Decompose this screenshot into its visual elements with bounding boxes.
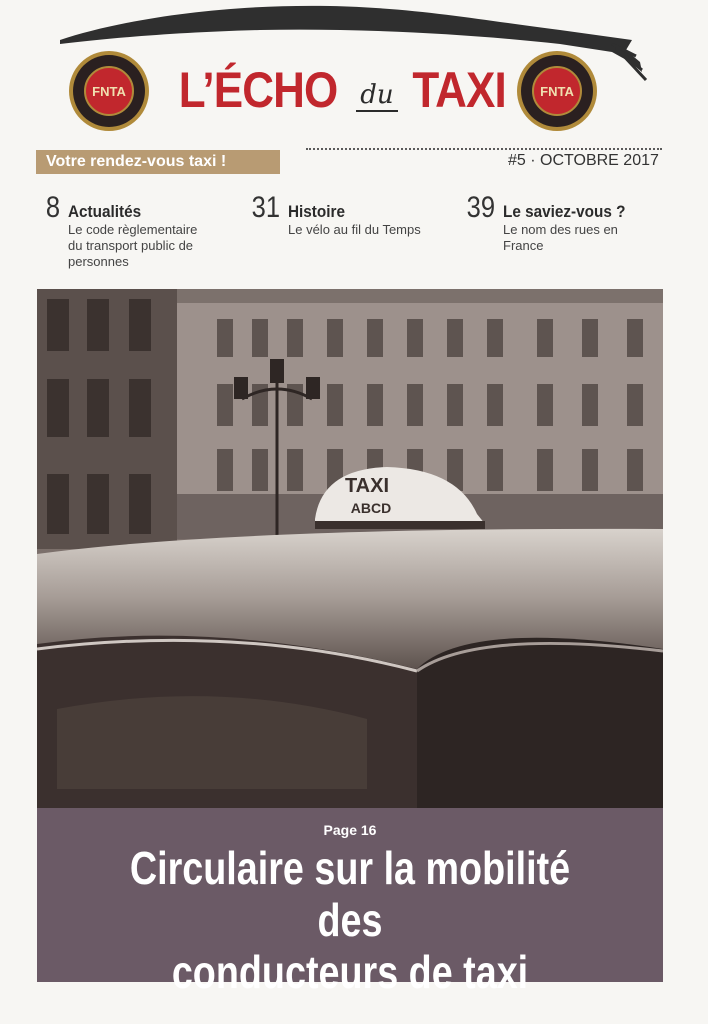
cover-photo <box>37 289 663 809</box>
toc-page-number: 31 <box>251 191 280 224</box>
toc-item-actualites[interactable] <box>30 192 197 270</box>
toc-title: Le saviez-vous ? <box>503 202 626 221</box>
toc-item-le-saviez-vous[interactable] <box>455 192 639 254</box>
masthead <box>0 0 708 140</box>
toc-desc-line: France <box>503 238 544 253</box>
cover-story-headline <box>93 842 606 998</box>
title-connector: du <box>356 80 397 112</box>
title-part2: TAXI <box>412 62 506 118</box>
tagline: Votre rendez-vous taxi ! <box>36 150 280 174</box>
taxi-roof-photo <box>37 289 663 809</box>
fnta-seal-icon <box>514 48 600 134</box>
divider <box>306 148 662 150</box>
cover-story-banner[interactable] <box>37 808 663 998</box>
headline-line: conducteurs de taxi <box>171 946 529 998</box>
fnta-seal-icon <box>66 48 152 134</box>
toc-desc-line: Le nom des rues en <box>503 222 618 237</box>
toc-page-number: 39 <box>466 191 495 224</box>
toc-desc-line: Le code règlementaire <box>68 222 198 237</box>
svg-text:FNTA: FNTA <box>92 84 126 99</box>
toc-desc-line: Le vélo au fil du Temps <box>288 222 421 237</box>
cover-story-page: Page 16 <box>323 822 377 838</box>
svg-text:FNTA: FNTA <box>540 84 574 99</box>
toc-title: Histoire <box>288 202 345 221</box>
toc-item-histoire[interactable] <box>240 192 421 238</box>
toc-desc-line: personnes <box>68 254 129 269</box>
taxi-sign-line1: TAXI <box>344 475 390 497</box>
taxi-sign-line2: ABCD <box>350 500 392 516</box>
table-of-contents <box>0 192 708 282</box>
issue-info: #5 · OCTOBRE 2017 <box>508 152 659 169</box>
headline-line: Circulaire sur la mobilité des <box>129 842 571 946</box>
title-part1: L’ÉCHO <box>178 62 338 118</box>
toc-desc-line: du transport public de <box>68 238 194 253</box>
toc-page-number: 8 <box>45 191 60 224</box>
toc-title: Actualités <box>68 202 142 221</box>
magazine-title <box>160 50 520 130</box>
